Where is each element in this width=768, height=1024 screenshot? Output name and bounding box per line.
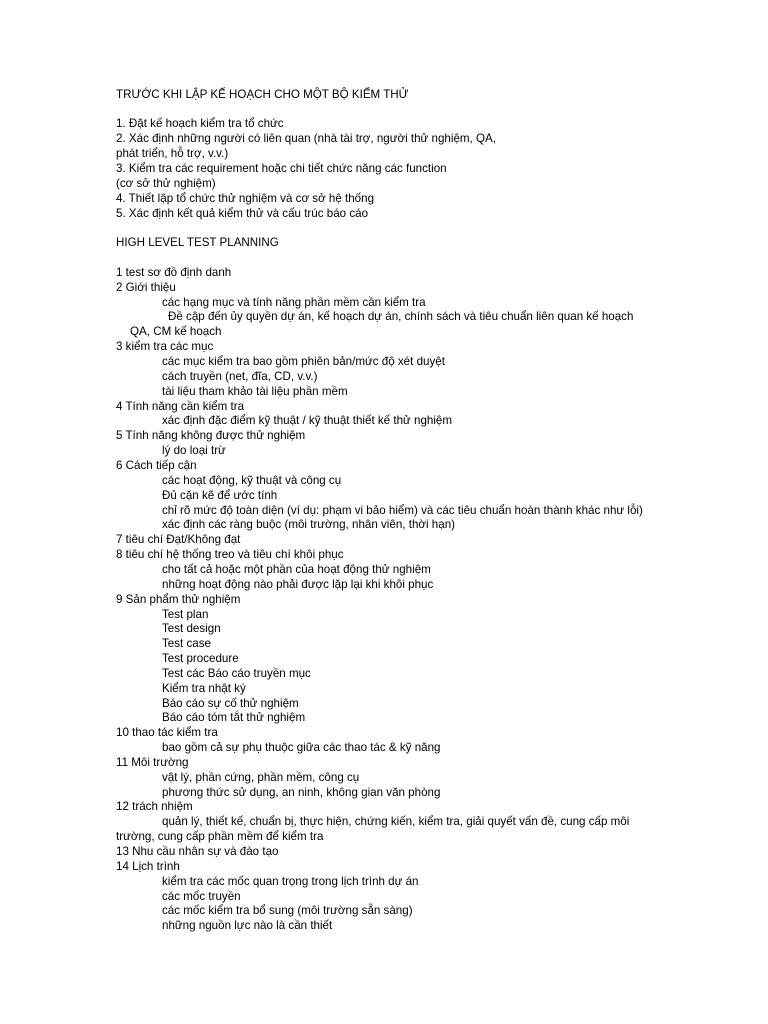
outline-item-7: 7 tiêu chí Đạt/Không đạt	[116, 533, 241, 546]
outline-subitem: những nguồn lực nào là cần thiết	[162, 919, 333, 932]
pre-step-2: 2. Xác định những người có liên quan (nhà tài trợ, người thử nghiệm, QA,	[116, 132, 496, 145]
outline-subitem: các hoạt động, kỹ thuật và công cụ	[162, 474, 342, 487]
outline-subitem: xác định đặc điểm kỹ thuật / kỹ thuật thiết kế thử nghiệm	[162, 414, 453, 427]
outline-subitem: cho tất cả hoặc một phần của hoạt động thử nghiệm	[162, 563, 431, 576]
outline-subitem: kiểm tra các mốc quan trọng trong lịch trình dự án	[162, 875, 419, 888]
pre-step-5: 5. Xác định kết quả kiểm thử và cấu trúc báo cáo	[116, 207, 369, 220]
outline-subitem: Test plan	[162, 608, 209, 621]
outline-subitem: chỉ rõ mức độ toàn diện (ví dụ: phạm vi bảo hiểm) và các tiêu chuẩn hoàn thành khác như lỗi)	[162, 504, 643, 517]
outline-item-9: 9 Sản phẩm thử nghiệm	[116, 593, 241, 606]
outline-subitem: các mốc kiểm tra bổ sung (môi trường sẵn sàng)	[162, 904, 413, 917]
outline-item-1: 1 test sơ đồ định danh	[116, 266, 232, 279]
outline-item-6: 6 Cách tiếp cận	[116, 459, 197, 472]
outline-subitem: quản lý, thiết kế, chuẩn bị, thực hiện, chứng kiến, kiểm tra, giải quyết vấn đề, cung cấp môi	[162, 815, 630, 828]
pre-step-4: 4. Thiết lập tổ chức thử nghiệm và cơ sở hệ thống	[116, 192, 375, 205]
outline-subitem: Test các Báo cáo truyền mục	[162, 667, 311, 680]
outline-subitem-cont: trường, cung cấp phần mềm để kiểm tra	[116, 830, 324, 843]
outline-subitem: Đề cập đến ủy quyền dự án, kế hoạch dự án, chính sách và tiêu chuẩn liên quan kế hoạch	[168, 310, 634, 323]
outline-subitem: các mốc truyền	[162, 890, 241, 903]
outline-subitem: Đủ cặn kẽ để ước tính	[162, 489, 278, 502]
section-heading: HIGH LEVEL TEST PLANNING	[116, 236, 279, 249]
outline-subitem: những hoạt động nào phải được lặp lại khi khôi phục	[162, 578, 434, 591]
outline-subitem: vật lý, phần cứng, phần mềm, công cụ	[162, 771, 360, 784]
outline-subitem-cont: QA, CM kế hoạch	[130, 325, 222, 338]
outline-subitem: các mục kiểm tra bao gồm phiên bản/mức độ xét duyệt	[162, 355, 445, 368]
outline-subitem: Kiểm tra nhật ký	[162, 682, 246, 695]
outline-subitem: cách truyền (net, đĩa, CD, v.v.)	[162, 370, 318, 383]
outline-subitem: Báo cáo sự cố thử nghiệm	[162, 697, 299, 710]
outline-item-4: 4 Tính năng cần kiểm tra	[116, 400, 245, 413]
outline-subitem: phương thức sử dụng, an ninh, không gian văn phòng	[162, 786, 441, 799]
outline-item-8: 8 tiêu chí hệ thống treo và tiêu chí khôi phục	[116, 548, 344, 561]
outline-subitem: lý do loại trừ	[162, 444, 226, 457]
outline-subitem: xác định các ràng buộc (môi trường, nhân viên, thời hạn)	[162, 518, 455, 531]
outline-subitem: bao gồm cả sự phụ thuộc giữa các thao tác & kỹ năng	[162, 741, 441, 754]
pre-step-2-cont: phát triển, hỗ trợ, v.v.)	[116, 147, 229, 160]
pre-step-1: 1. Đặt kế hoạch kiểm tra tổ chức	[116, 117, 284, 130]
outline-item-14: 14 Lịch trình	[116, 860, 180, 873]
outline-subitem: tài liệu tham khảo tài liệu phần mềm	[162, 385, 348, 398]
outline-subitem: Test case	[162, 637, 211, 650]
outline-item-12: 12 trách nhiệm	[116, 800, 193, 813]
outline-item-5: 5 Tính năng không được thử nghiệm	[116, 429, 306, 442]
outline-subitem: Test procedure	[162, 652, 239, 665]
outline-item-10: 10 thao tác kiểm tra	[116, 726, 218, 739]
outline-subitem: Báo cáo tóm tắt thử nghiệm	[162, 711, 306, 724]
pre-step-3: 3. Kiểm tra các requirement hoặc chi tiết chức năng các function	[116, 162, 447, 175]
outline-item-13: 13 Nhu cầu nhân sự và đào tạo	[116, 845, 279, 858]
outline-subitem: Test design	[162, 622, 221, 635]
pre-step-3-cont: (cơ sở thử nghiệm)	[116, 177, 216, 190]
outline-item-2: 2 Giới thiệu	[116, 281, 176, 294]
outline-item-3: 3 kiểm tra các mục	[116, 340, 214, 353]
outline-item-11: 11 Môi trường	[116, 756, 189, 769]
document-title: TRƯỚC KHI LẬP KẾ HOẠCH CHO MỘT BỘ KIỂM THỬ	[116, 88, 409, 101]
outline-subitem: các hạng mục và tính năng phần mềm cần kiểm tra	[162, 296, 426, 309]
